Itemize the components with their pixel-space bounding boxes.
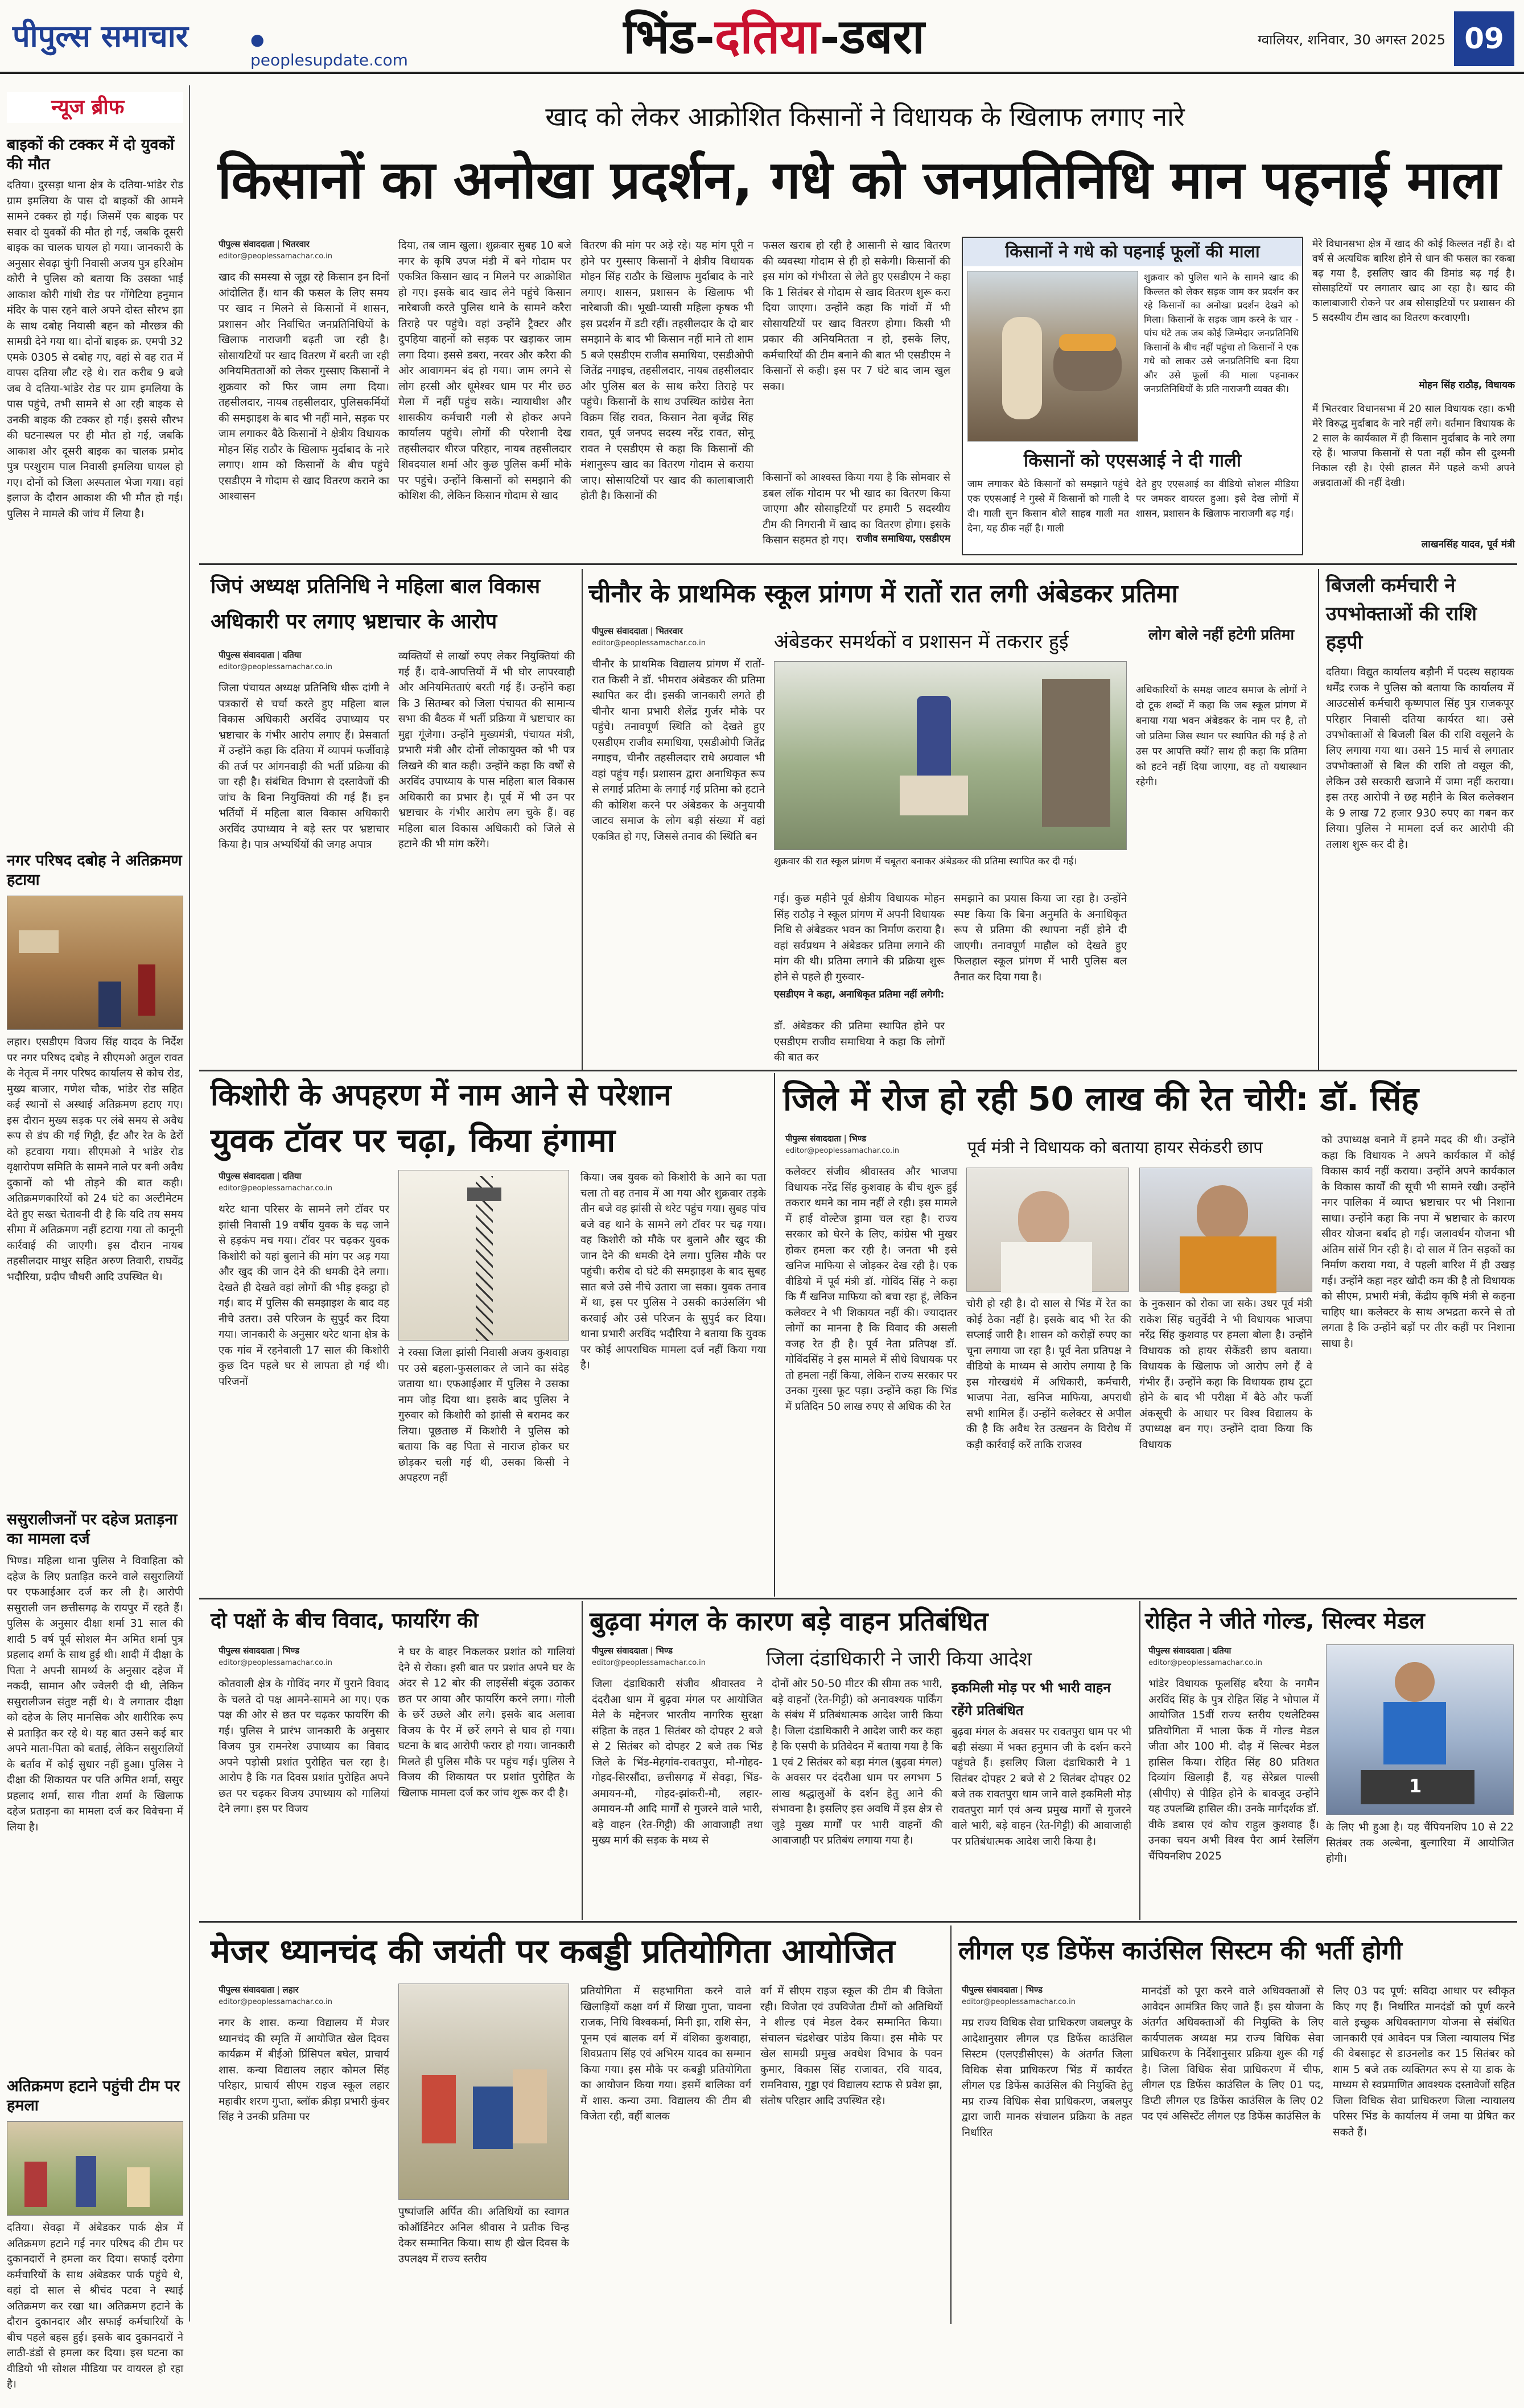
kabaddi-byline: पीपुल्स संवाददाता | लहार editor@peoplessamachar.co.in — [219, 1984, 389, 2012]
lead-photo-box — [962, 237, 1303, 555]
ambedkar-side-text: अधिकारियों के समक्ष जाटव समाज के लोगों ने दो टूक शब्दों में कहा कि जब स्कूल प्रांगण में बनाया गया भवन अंबेडकर के नाम पर है, तो जो प्रतिमा जिस स्थान पर स्थापित की गई है तो उस पर आपत्ति क्यों? साथ ही कहा कि प्रतिमा को हटने नहीं दिया जाएगा, वह तो यथास्थान रहेगी। — [1136, 685, 1307, 788]
kabaddi-col-2-tail: पुष्पांजलि अर्पित की। अतिथियों का स्वागत कोऑर्डिनेटर अनिल श्रीवास ने प्रतीक चिन्ह देकर सम्मानित किया। साथ ही खेल दिवस के उपलक्ष्य में राज्य स्तरीय — [398, 2206, 569, 2265]
ret-photo-1 — [966, 1168, 1129, 1292]
kabaddi-byline-place: लहार — [282, 1985, 299, 1995]
ambedkar-col2-subhead: एसडीएम ने कहा, अनाधिकृत प्रतिमा नहीं लगेगी: — [774, 989, 945, 1000]
ambedkar-col-2b: डॉ. अंबेडकर की प्रतिमा स्थापित होने पर एसडीएम राजीव समाधिया ने कहा कि लोगों की बात कर — [774, 1020, 945, 1063]
ambedkar-side-head: लोग बोले नहीं हटेगी प्रतिमा — [1148, 626, 1295, 644]
brief-2-photo — [7, 896, 183, 1030]
page-number: 09 — [1454, 11, 1514, 66]
divider-4 — [199, 1921, 1517, 1923]
divider-v-5 — [1139, 1601, 1140, 1920]
ret-col-3: के नुकसान को रोका जा सके। उधर पूर्व मंत्री राकेश सिंह चतुर्वेदी ने भी विधायक भाजपा नरेंद्र सिंह कुशवाह पर हमला बोला है। उन्होंने विधायक को हायर सेकेंडरी छाप बताया। विधायक के खिलाफ जो आरोप लगे हैं वे गंभीर हैं। उन्होंने कहा कि विधायक हाथ टूटा होने के बाद भी परीक्षा में बैठे और फर्जी अंकसूची के आधार पर विश्व विद्यालय के उपाध्यक्ष बन गए। उन्होंने दावा किया कि विधायक — [1139, 1298, 1312, 1451]
ambedkar-col-2: गई। कुछ महीने पूर्व क्षेत्रीय विधायक मोहन सिंह राठौड़ ने स्कूल प्रांगण में अपनी विधायक निधि से अंबेडकर भवन का निर्माण कराया है। वहां सर्वप्रथम ने अंबेडकर प्रतिमा लगाने की मांग की थी। प्रतिमा लगाने की प्रक्रिया शुरू होने से पहले ही गुरुवार- — [774, 893, 945, 983]
firing-headline: दो पक्षों के बीच विवाद, फायरिंग की — [211, 1609, 479, 1632]
legal-byline-email[interactable]: editor@peoplessamachar.co.in — [962, 1998, 1076, 2006]
side-quote-1-text: मेरे विधानसभा क्षेत्र में खाद की कोई किल्लत नहीं है। दो वर्ष से अत्यधिक बारिश होने से धान की फसल का रकबा बढ़ गया है, इसलिए खाद की डिमांड बढ़ गई है। सोसाइटियों पर लगातार खाद आ रहा है। खाद की कालाबाजारी रोकने पर अब सोसाइटियों पर प्रशासन की 5 सदस्यीय टीम खाद का वितरण करवाएगी। — [1312, 238, 1515, 324]
zila-byline-place: दतिया — [282, 650, 302, 660]
section-part-3: -डबरा — [819, 8, 925, 64]
lead-quote-by: राजीव समाधिया, एसडीएम — [856, 533, 950, 545]
kabaddi-col-4: वर्ग में सीएम राइज स्कूल की टीम बी विजेता रही। विजेता एवं उपविजेता टीमों को अतिथियों ने शील्ड एवं मेडल देकर सम्मानित किया। संचालन चंद्रशेखर पांडेय किया। इस मौके पर खेल सामग्री प्रमुख अवधेश विभाव के पवन कुमार, विकास सिंह राजावत, रवि यादव, रामनिवास, गुड्डा एवं विद्यालय स्टाफ से प्रवेश झा, संतोष परिहार आदि उपस्थित रहे। — [760, 1985, 942, 2107]
ret-byline-place: भिण्ड — [849, 1133, 867, 1144]
brief-4-text: दतिया। सेवढ़ा में अंबेडकर पार्क क्षेत्र में अतिक्रमण हटाने गई नगर परिषद की टीम पर दुकानदारों ने हमला कर दिया। सफाई दरोगा कर्मचारियों के साथ अंबेडकर पार्क पहुंचे थे, वहां दो साल से श्रीचंद पटवा ने स्थाई अतिक्रमण कर रखा था। अतिक्रमण हटाने के दौरान दुकानदार और सफाई कर्मचारियों के बीच पहले बहस हुई। इसके बाद दुकानदारों ने लाठी-डंडों से हमला कर दिया। इस घटना का वीडियो भी सोशल मीडिया पर वायरल हो रहा है। — [7, 2222, 183, 2390]
kishori-byline-email[interactable]: editor@peoplessamachar.co.in — [219, 1184, 332, 1193]
brief-2-headline: नगर परिषद दबोह ने अतिक्रमण हटाया — [7, 852, 182, 889]
ret-col-1: कलेक्टर संजीव श्रीवास्तव और भाजपा विधायक नरेंद्र सिंह कुशवाह के बीच शुरू हुई तकरार थमने का नाम नहीं ले रही। इस मामले में हाई वोल्टेज ड्रामा चल रहा है। राज्य सरकार को घेरने के लिए, कांग्रेस भी मुखर होकर हमला कर रही है। जनता भी इसे खनिज माफिया से जोड़कर देख रही है। एक वीडियो में पूर्व मंत्री डॉ. गोविंद सिंह ने कहा कि मैं खनिज माफिया को बचा रहा हूं, लेकिन कलेक्टर ने भी शिकायत नहीं की। ज्यादातर लोगों का मानना है कि विवाद की असली वजह रेत ही है। पूर्व नेता प्रतिपक्ष डॉ. गोविंदसिंह ने इस मामले में सीधे विधायक पर तो हमला नहीं किया, लेकिन राज्य सरकार पर उनका गुस्सा फूट पड़ा। उन्होंने कहा कि भिंड में प्रतिदिन 50 लाख रुपए से अधिक की रेत — [785, 1166, 957, 1413]
budhwa-subhead: जिला दंडाधिकारी ने जारी किया आदेश — [766, 1648, 1032, 1671]
brief-4-photo — [7, 2121, 183, 2216]
zila-byline-name: पीपुल्स संवाददाता — [219, 650, 274, 660]
legal-col-2: मानदंडों को पूरा करने वाले अधिवक्ताओं से आवेदन आमंत्रित किए जाते हैं। इस योजना के अंतर्गत अधिवक्ताओं की नियुक्ति के लिए कार्यपालक अध्यक्ष मप्र राज्य विधिक सेवा प्राधिकरण के निर्देशानुसार प्रक्रिया शुरू की गई है। जिला विधिक सेवा प्राधिकरण में चीफ, लीगल एड डिफेंस काउंसिल के लिए 01 पद, डिप्टी लीगल एड डिफेंस काउंसिल के लिए 02 पद एवं असिस्टेंट लीगल एड डिफेंस काउंसिल के — [1142, 1985, 1324, 2122]
news-brief-label: न्यूज ब्रीफ — [7, 92, 183, 123]
budhwa-byline-name: पीपुल्स संवाददाता — [592, 1646, 648, 1656]
ret-photo-2 — [1139, 1168, 1312, 1292]
brief-3-headline: ससुरालीजनों पर दहेज प्रताड़ना का मामला दर्ज — [7, 1511, 178, 1548]
rohit-byline-place: दतिया — [1212, 1646, 1231, 1656]
ret-byline: पीपुल्स संवाददाता | भिण्ड editor@peoplessamachar.co.in — [785, 1132, 956, 1161]
ret-byline-name: पीपुल्स संवाददाता — [785, 1133, 841, 1144]
site-url-text: peoplesupdate.com — [250, 51, 408, 69]
ambedkar-byline: पीपुल्स संवाददाता | भितरवार editor@peoplessamachar.co.in — [592, 625, 763, 653]
rohit-byline: पीपुल्स संवाददाता | दतिया editor@peoplessamachar.co.in — [1148, 1644, 1319, 1673]
lead-photo — [967, 271, 1138, 442]
zila-col-2: व्यक्तियों से लाखों रुपए लेकर नियुक्तियां की गई हैं। दावे-आपत्तियों में भी घोर लापरवाही और अनियमितताएं बरती गई हैं। उन्होंने कहा कि 3 सितम्बर को जिला पंचायत की सामान्य सभा की बैठक में भर्ती प्रक्रिया में भ्रष्टाचार का मुद्दा गूंजेगा। उन्होंने मुख्यमंत्री, पंचायत मंत्री, प्रभारी मंत्री और दोनों लोकायुक्त को भी पत्र लिखने की बात कही। उन्होंने कहा कि वर्षों से अरविंद उपाध्याय के पास महिला बाल विकास अधिकारी का प्रभार है। पूर्व में भी उन पर भ्रष्टाचार के गंभीर आरोप लग चुके हैं। वह महिला बाल विकास अधिकारी को जिले से हटाने की भी मांग करेंगे। — [398, 650, 575, 850]
legal-col-3: लिए 03 पद पूर्ण: सविदा आधार पर स्वीकृत किए गए हैं। निर्धारित मानदंडों को पूर्ण करने वाले इच्छुक अधिवक्तागण योजना से संबंधित जानकारी एवं आवेदन पत्र जिला न्यायालय भिंड की वेबसाइट से डाउनलोड कर 15 सितंबर को शाम 5 बजे तक व्यक्तिगत रूप से या डाक के माध्यम से स्वप्रमाणित आवश्यक दस्तावेजों सहित जिला विधिक सेवा प्राधिकरण जिला न्यायालय परिसर भिंड के कार्यालय में जमा या प्रेषित कर सकते हैं। — [1333, 1985, 1515, 2138]
section-title — [592, 3, 956, 69]
ambedkar-intro: चीनौर के प्राथमिक विद्यालय प्रांगण में रातों-रात किसी ने डॉ. भीमराव अंबेडकर की प्रतिमा स्थापित कर दी। इसकी जानकारी लगते ही चीनौर थाना प्रभारी शैलेंद्र गुर्जर मौके पर पहुंचे। तनावपूर्ण स्थिति को देखते हुए एसडीएम राजीव समाधिया, एसडीओपी जितेंद्र नगाइच, चीनौर तहसीलदार राधे अग्रवाल भी वहां पहुंच गईं। प्रशासन द्वारा अनाधिकृत रूप से लगाई प्रतिमा के लगाई गई प्रतिमा को हटाने की कोशिश करने पर अंबेडकर के अनुयायी जाटव समाज के लोग बड़ी संख्या में वहां एकत्रित हो गए, जिससे तनाव की स्थिति बन — [592, 658, 765, 843]
firing-col-2: ने घर के बाहर निकलकर प्रशांत को गालियां देने से रोका। इसी बात पर प्रशांत अपने घर के अंदर से 12 बोर की लाइसेंसी बंदूक उठाकर छत पर आया और फायरिंग करने लगा। गोली के छर्रे उछले और लगे। इसके बाद अलावा विजय के पैर में छर्रे लगने से घाव हो गया। घटना के बाद आरोपी फरार हो गया। जानकारी मिलते ही पुलिस मौके पर पहुंच गई। पुलिस ने विजय की शिकायत पर प्रशांत पुरोहित के खिलाफ मामला दर्ज कर जांच शुरू कर दी है। — [398, 1646, 575, 1799]
brief-2-text: लहार। एसडीएम विजय सिंह यादव के निर्देश पर नगर परिषद दबोह ने सीएमओ अतुल रावत के नेतृत्व में नगर परिषद कार्यालय से कोच रोड, मुख्य बाजार, गणेश चौक, भांडेर रोड सहित कई स्थानों से अस्थाई अतिक्रमण हटाए गए। इस दौरान मुख्य सड़क पर लंबे समय से अवैध रूप से डंप की गई गिट्टी, ईंट और रेत के ढेरों को हटवाया गया। सीएमओ ने भांडेर रोड वृक्षारोपण समिति के सामने नाले पर बनी अवैध दुकानों को भी तोड़ने की बात कही। अतिक्रमणकारियों को 24 घंटे का अल्टीमेटम देते हुए सख्त चेतावनी दी है कि यदि तय समय सीमा में अतिक्रमण नहीं हटाया गया तो कानूनी कार्रवाई की जाएगी। इस दौरान नायब तहसीलदार माथुर सहित अरुण तिवारी, राघवेंद्र भदौरिया, प्रदीप चौधरी आदि उपस्थित थे। — [7, 1036, 183, 1283]
site-url[interactable]: ● peoplesupdate.com — [250, 30, 408, 69]
zila-col-1: जिला पंचायत अध्यक्ष प्रतिनिधि धीरू दांगी ने पत्रकारों से चर्चा करते हुए महिला बाल विकास अधिकारी अरविंद उपाध्याय पर भ्रष्टाचार के गंभीर आरोप लगाए हैं। प्रेसवार्ता में उन्होंने कहा कि दतिया में व्यापमं फर्जीवाड़े की तर्ज पर आंगनवाड़ी की भर्ती प्रक्रिया की जा रही है। संबंधित विभाग से दस्तावेजों की जांच के बिना नियुक्तियां की गई हैं। इन भर्तियों में महिला बाल विकास अधिकारी अरविंद उपाध्याय ने बड़े स्तर पर भ्रष्टाचार किया है। पात्र अभ्यर्थियों की जगह अपात्र — [219, 682, 389, 851]
ambedkar-col-3: समझाने का प्रयास किया जा रहा है। उन्होंने स्पष्ट किया कि बिना अनुमति के अनाधिकृत रूप से प्रतिमा की स्थापना नहीं होने दी जाएगी। तनावपूर्ण माहौल को देखते हुए फिलहाल स्कूल प्रांगण में भारी पुलिस बल तैनात कर दिया गया है। — [954, 893, 1127, 983]
lead-col-1: खाद की समस्या से जूझ रहे किसान इन दिनों आंदोलित हैं। धान की फसल के लिए समय पर खाद न मिलने से किसानों में शासन, प्रशासन और निर्वाचित जनप्रतिनिधियों के खिलाफ नाराजगी बढ़ती जा रही है। सोसायटियों पर खाद वितरण में बरती जा रही अनियमितताओं को लेकर गुस्साए किसानों ने शुक्रवार को फिर जाम लगा दिया। तहसीलदार, नायब तहसीलदार, पुलिसकर्मियों की समझाइश के बाद भी नहीं माने, सड़क पर जाम लगाकर बैठे किसानों ने क्षेत्रीय विधायक मोहन सिंह राठौर के खिलाफ मुर्दाबाद के नारे लगाए। शाम को किसानों के बीच पहुंचे एसडीएम ने गोदाम से खाद वितरण कराने का आश्वासन — [219, 271, 389, 502]
firing-col-1: कोतवाली क्षेत्र के गोविंद नगर में पुराने विवाद के चलते दो पक्ष आमने-सामने आ गए। एक पक्ष की ओर से छत पर चढ़कर फायरिंग की गई। पुलिस ने प्रारंभ जानकारी के अनुसार विजय पुत्र रामनरेश उपाध्याय का विवाद अपने पड़ोसी प्रशांत पुरोहित चल रहा है। आरोप है कि गत दिवस प्रशांत पुरोहित अपने छत पर चढ़कर विजय उपाध्याय को गालियां देने लगा। इस पर विजय — [219, 1678, 389, 1815]
budhwa-headline: बुढ़वा मंगल के कारण बड़े वाहन प्रतिबंधित — [590, 1606, 988, 1636]
side-quote-2-by: लाखनसिंह यादव, पूर्व मंत्री — [1421, 539, 1515, 550]
kishori-headline-line-2: युवक टॉवर पर चढ़ा, किया हंगामा — [211, 1121, 616, 1160]
budhwa-col-2: दोनों ओर 50-50 मीटर की सीमा तक भारी, बड़े वाहनों (रेत-गिट्टी) को अनावश्यक पार्किंग के संबंध में प्रतिबंधात्मक आदेश जारी किया है। जिला दंडाधिकारी ने आदेश जारी कर कहा है कि एसपी के प्रतिवेदन में बताया गया है कि 1 एवं 2 सितंबर को बड़ा मंगल (बुढ़वा मंगल) के अवसर पर दंदरौआ धाम पर लगभग 5 लाख श्रद्धालुओं के दर्शन हेतु आने की संभावना है। इसलिए इस अवधि में इस क्षेत्र से जुड़े मुख्य मार्गों पर भारी वाहनों की आवाजाही पर प्रतिबंध लगाया गया है। — [772, 1678, 942, 1846]
divider-3 — [199, 1598, 1517, 1599]
lead-byline-place: भितरवार — [282, 239, 310, 249]
ret-subhead: पूर्व मंत्री ने विधायक को बताया हायर सेकंडरी छाप — [967, 1137, 1263, 1157]
lead-byline-name: पीपुल्स संवाददाता — [219, 239, 274, 249]
budhwa-byline-email[interactable]: editor@peoplessamachar.co.in — [592, 1659, 706, 1667]
zila-headline-line-2: अधिकारी पर लगाए भ्रष्टाचार के आरोप — [211, 610, 497, 633]
news-brief-column — [7, 85, 190, 2390]
zila-headline-line-1: जिपं अध्यक्ष प्रतिनिधि ने महिला बाल विकास — [211, 575, 541, 598]
kabaddi-byline-name: पीपुल्स संवाददाता — [219, 1985, 274, 1995]
budhwa-byline: पीपुल्स संवाददाता | भिण्ड editor@peoplessamachar.co.in — [592, 1644, 763, 1673]
ret-byline-email[interactable]: editor@peoplessamachar.co.in — [785, 1147, 899, 1155]
divider-v-4 — [582, 1601, 583, 1920]
ambedkar-byline-email[interactable]: editor@peoplessamachar.co.in — [592, 639, 706, 648]
divider-v-3 — [774, 1073, 775, 1597]
lead-byline: पीपुल्स संवाददाता | भितरवार editor@peoplessamachar.co.in — [219, 238, 389, 266]
kabaddi-headline: मेजर ध्यानचंद की जयंती पर कबड्डी प्रतियोगिता आयोजित — [211, 1932, 895, 1970]
kabaddi-col-1: नगर के शास. कन्या विद्यालय में मेजर ध्यानचंद की स्मृति में आयोजित खेल दिवस कार्यक्रम में बीईओ प्रिंसिपल बघेल, प्राचार्य शास. कन्या विद्यालय लहार कोमल सिंह परिहार, प्राचार्य सीएम राइज स्कूल लहार महावीर शरण गुप्ता, ब्लॉक क्रीड़ा प्रभारी कुंवर सिंह ने उनकी प्रतिमा पर — [219, 2017, 389, 2123]
kabaddi-byline-email[interactable]: editor@peoplessamachar.co.in — [219, 1998, 332, 2006]
rohit-byline-name: पीपुल्स संवाददाता — [1148, 1646, 1204, 1656]
masthead — [0, 0, 1524, 74]
legal-byline-place: भिण्ड — [1025, 1985, 1043, 1995]
section-part-2: दतिया — [715, 8, 820, 64]
brief-1-headline: बाइकों की टक्कर में दो युवकों की मौत — [7, 136, 175, 173]
lead-subtext-a: जाम लगाकर बैठे किसानों को समझाने पहुंचे एक एएसआई ने गुस्से में किसानों को गाली दे दी। गाली सुन किसान बोले साहब गाली मत देना, यह ठीक नहीं है। गाली — [967, 479, 1129, 534]
firing-byline-place: भिण्ड — [282, 1646, 300, 1656]
divider-2 — [199, 1070, 1517, 1071]
brief-4-headline: अतिक्रमण हटाने पहुंची टीम पर हमला — [7, 2077, 180, 2114]
budhwa-col-1: जिला दंडाधिकारी संजीव श्रीवास्तव ने दंदरौआ धाम में बुढ़वा मंगल पर आयोजित मेले के मद्देनजर भारतीय नागरिक सुरक्षा संहिता के तहत 1 सितंबर को दोपहर 2 बजे से 2 सितंबर को दोपहर 2 बजे तक भिंड जिले के भिंड-मेहगांव-रावतपुरा, मौ-गोहद-गोहद-सिरसौंदा, छत्तीसगढ़ में सेवढ़ा, भिंड-अमायन-मौ, गोहद-झांकरी-मौ, लहार-अमायन-मौ आदि मार्गों से गुजरने वाले भारी, बड़े वाहन (रेत-गिट्टी) की आवाजाही तथा मुख्य मार्ग की सड़क के मध्य से — [592, 1678, 763, 1846]
lead-side-quotes — [1312, 237, 1517, 555]
ambedkar-photo-caption: शुक्रवार की रात स्कूल प्रांगण में चबूतरा बनाकर अंबेडकर की प्रतिमा स्थापित कर दी गई। — [774, 856, 1077, 867]
ambedkar-headline: चीनौर के प्राथमिक स्कूल प्रांगण में रातों रात लगी अंबेडकर प्रतिमा — [588, 579, 1178, 608]
lead-byline-email[interactable]: editor@peoplessamachar.co.in — [219, 252, 332, 261]
rohit-photo: 1 — [1326, 1644, 1514, 1815]
ambedkar-photo-label: अंबेडकर समर्थकों व प्रशासन में तकरार हुई — [774, 630, 1069, 653]
brief-3-text: भिण्ड। महिला थाना पुलिस ने विवाहिता को दहेज के लिए प्रताड़ित करने वाले ससुरालियों पर एफआईआर दर्ज कर ली है। आरोपी ससुराली जन छत्तीसगढ़ के रायपुर में रहते हैं। पुलिस के अनुसार दीक्षा शर्मा 31 साल की शादी 5 वर्ष पूर्व सोशल मैन अमित शर्मा पुत्र प्रहलाद शर्मा के साथ हुई थी। शादी में दीक्षा के पिता ने अपनी सामर्थ्य के अनुसार दहेज में नकदी, सामान और ज्वेलरी दी थी, लेकिन ससुरालीजन संतुष्ट नहीं थे। वे लगातार दीक्षा को दहेज के लिए मानसिक और शारीरिक रूप से प्रताड़ित कर रहे थे। यह बात उसने कई बार अपने माता-पिता को बताई, लेकिन ससुरालियों के बर्ताव में कोई सुधार नहीं हुआ। पुलिस ने दीक्षा की शिकायत पर पति अमित शर्मा, ससुर प्रहलाद शर्मा, सास गीता शर्मा के खिलाफ दहेज प्रताड़ना का मामला दर्ज कर विवेचना में लिया है। — [7, 1555, 183, 1833]
brand-logo: पीपुल्स समाचार — [13, 18, 188, 54]
legal-byline-name: पीपुल्स संवाददाता — [962, 1985, 1018, 1995]
legal-col-1: मप्र राज्य विधिक सेवा प्राधिकरण जबलपुर के आदेशानुसार लीगल एड डिफेंस काउंसिल सिस्टम (एलएडीसीएस) के अंतर्गत जिला विधिक सेवा प्राधिकरण भिंड में कार्यरत लीगल एड डिफेंस काउंसिल की नियुक्ति हेतु मप्र राज्य विधिक सेवा प्राधिकरण, जबलपुर द्वारा जारी मानक संचालन प्रक्रिया के तहत निर्धारित — [962, 2017, 1132, 2139]
zila-byline-email[interactable]: editor@peoplessamachar.co.in — [219, 663, 332, 671]
lead-col-4: फसल खराब हो रही है आसानी से खाद वितरण की व्यवस्था गोदाम से ही हो सकेगी। किसानों की इस मांग को गंभीरता से लेते हुए एसडीएम ने कहा कि 1 सितंबर से गोदाम से खाद वितरण शुरू करा दिया जाएगा। उन्होंने कहा कि गांवों में भी सोसायटियों पर खाद वितरण होगा। किसी भी प्रकार की अनियमितता न हो, इसके लिए, कर्मचारियों की टीम बनाने की बात भी एसडीएम ने किसानों से कही। इस पर 7 घंटे बाद जाम खुल सका। — [763, 240, 950, 393]
kishori-byline: पीपुल्स संवाददाता | दतिया editor@peoplessamachar.co.in — [219, 1170, 389, 1198]
lead-kicker: खाद को लेकर आक्रोशित किसानों ने विधायक के खिलाफ लगाए नारे — [545, 101, 1185, 132]
divider-v-6 — [950, 1925, 952, 2324]
kishori-col-3: किया। जब युवक को किशोरी के आने का पता चला तो वह तनाव में आ गया और शुक्रवार तड़के तीन बजे वह झांसी से थरेट पहुंच गया। सुबह पांच बजे वह थाने के सामने लगे टॉवर पर चढ़ गया। वह किशोरी को मौके पर बुलाने और खुद की जान देने की धमकी देने लगा। पुलिस मौके पर पहुंची। करीब दो घंटे की समझाइश के बाद सुबह सात बजे उसे नीचे उतारा जा सका। युवक तनाव में था, इस पर पुलिस ने उसकी काउंसलिंग भी करवाई और उसे परिजन के सुपुर्द कर दिया। थाना प्रभारी अरविंद भदौरिया ने बताया कि युवक पर कोई आपराधिक मामला दर्ज नहीं किया गया है। — [580, 1172, 766, 1371]
dateline: ग्वालियर, शनिवार, 30 अगस्त 2025 — [1257, 32, 1445, 48]
lead-photo-caption: शुक्रवार को पुलिस थाने के सामने खाद की किल्लत को लेकर सड़क जाम कर प्रदर्शन कर रहे किसानों का अनोखा प्रदर्शन देखने को मिला। किसानों के सड़क जाम करने के चार - पांच घंटे तक जब कोई जिम्मेदार जनप्रतिनिधि किसानों के बीच नहीं पहुंचा तो किसानों ने एक गधे को लाकर उसे जनप्रतिनिधि बना दिया और उसे फूलों की माला पहनाकर जनप्रतिनिधियों के प्रति नाराजगी व्यक्त की। — [1144, 272, 1299, 394]
rohit-col-2: के लिए भी हुआ है। यह चैंपियनशिप 10 से 22 सितंबर तक अल्बेना, बुल्गारिया में आयोजित होगी। — [1326, 1821, 1514, 1865]
bijli-text: दतिया। विद्युत कार्यालय बड़ौनी में पदस्थ सहायक धर्मेंद्र रजक ने पुलिस को बताया कि कार्यालय में आउटसोर्स कर्मचारी कृष्णपाल सिंह पुत्र राजकपूर परिहार निवासी दतिया कार्यरत था। उसे उपभोक्ताओं से बिजली बिल की राशि वसूलने के लिए लगाया गया था। उसने 15 मार्च से लगातार उपभोक्ताओं से बिल की राशि तो वसूल की, लेकिन उसे सरकारी खजाने में जमा नहीं कराया। इस तरह आरोपी ने छह महीने के बिल कलेक्शन के 9 लाख 72 हजार 930 रुपए का गबन कर लिया। पुलिस ने मामला दर्ज कर आरोपी की तलाश शुरू कर दी है। — [1326, 666, 1514, 851]
legal-byline: पीपुल्स संवाददाता | भिण्ड editor@peoplessamachar.co.in — [962, 1984, 1132, 2012]
lead-col-3: वितरण की मांग पर अड़े रहे। यह मांग पूरी न होने पर गुस्साए किसानों ने क्षेत्रीय विधायक मोहन सिंह राठौर के खिलाफ मुर्दाबाद के नारे लगाए। शासन, प्रशासन के खिलाफ भी नारेबाजी की। भूखी-प्यासी महिला कृषक भी इस प्रदर्शन में डटी रहीं। तहसीलदार के दो बार समझाने के बाद भी किसान नहीं माने तो शाम 5 बजे एसडीएम राजीव समाधिया, एसडीओपी जितेंद्र नगाइच, तहसीलदार, नायब तहसीलदार और पुलिस बल के साथ करैरा तिराहे पर पहुंचे। किसानों के साथ उपस्थित कांग्रेस नेता विक्रम सिंह रावत, किसान नेता बृजेंद्र सिंह रावत, पूर्व जनपद सदस्य नरेंद्र रावत, सोनू रावत ने एसडीएम से कहा कि किसानों की मंशानुरूप खाद का वितरण गोदाम से कराया जाए। सोसायटियों पर खाद की कालाबाजारी होती है। किसानों की — [580, 240, 753, 502]
kishori-col-1: थरेट थाना परिसर के सामने लगे टॉवर पर झांसी निवासी 19 वर्षीय युवक के चढ़ जाने से हड़कंप मच गया। टॉवर पर चढ़कर युवक किशोरी को यहां बुलाने की मांग पर अड़ गया और खुद की जान देने की धमकी देने लगा। देखते ही देखते वहां लोगों की भीड़ इकट्ठा हो गई। बाद में पुलिस की समझाइश के बाद वह नीचे उतरा। उसे परिजन के सुपुर्द कर दिया गया। जानकारी के अनुसार थरेट थाना क्षेत्र के एक गांव में रहनेवाली 17 साल की किशोरी कुछ दिन पहले घर से लापता हो गई थी। परिजनों — [219, 1203, 389, 1388]
kishori-tower-photo — [398, 1170, 569, 1341]
lead-subtext-b: देते हुए एएसआई का वीडियो सोशल मीडिया पर जमकर वायरल हुआ। इसे देख लोगों में शासन, प्रशासन के खिलाफ नाराजगी बढ़ गई। — [1136, 479, 1299, 519]
ret-headline: जिले में रोज हो रही 50 लाख की रेत चोरी: डॉ. सिंह — [783, 1079, 1419, 1118]
side-quote-2-text: मैं भितरवार विधानसभा में 20 साल विधायक रहा। कभी मेरे विरुद्ध मुर्दाबाद के नारे नहीं लगे। वर्तमान विधायक के 2 साल के कार्यकाल में ही किसान मुर्दाबाद के नारे लगा रहे हैं। भाजपा किसानों से पता नहीं कौन सी दुश्मनी निकाल रही है। ऐसी हालत मैंने पहले कभी अपने अन्नदाताओं की नहीं देखी। — [1312, 403, 1515, 489]
kishori-col-2-tail: ने रक्सा जिला झांसी निवासी अजय कुशवाहा पर उसे बहला-फुसलाकर ले जाने का संदेह जताया था। एफआईआर में पुलिस ने उसका नाम जोड़ दिया था। इसके बाद पुलिस ने गुरुवार को किशोरी को झांसी से बरामद कर लिया। पूछताछ में किशोरी ने पुलिस को बताया कि वह पिता से नाराज होकर घर छोड़कर चली गई थी, उसका किसी ने अपहरण नहीं — [398, 1347, 569, 1484]
kishori-byline-place: दतिया — [282, 1171, 302, 1181]
budhwa-side-head: इकमिली मोड़ पर भी भारी वाहन रहेंगे प्रतिबंधित — [952, 1680, 1111, 1718]
divider-v-2 — [1318, 569, 1319, 1070]
legal-headline: लीगल एड डिफेंस काउंसिल सिस्टम की भर्ती होगी — [958, 1936, 1403, 1965]
kishori-headline — [211, 1073, 780, 1164]
brief-1-text: दतिया। दुरसड़ा थाना क्षेत्र के दतिया-भांडेर रोड ग्राम इमलिया के पास दो बाइकों की आमने सामने टक्कर हो गई। जिसमें एक बाइक पर सवार दो युवकों की मौत हो गई, जबकि दूसरी बाइक का चालक घायल हो गया। जानकारी के अनुसार सेवढ़ा चुंगी निवासी अजय पुत्र हरिओम कोरी ने पुलिस को बताया कि उसका भाई आकाश कोरी गांधी रोड पर गोंगेटिया हनुमान मंदिर के पास रहने वाले अपने दोस्त सौरभ झा के साथ दबोह नियासी बहन को मौरछत्र की सामग्री देने गया था। दोनों बाइक क्र. एमपी 32 एमके 0305 से दबोह गए, वहां से वह रात में वापस दतिया लौट रहे थे। रात करीब 9 बजे जब वे दतिया-भांडेर रोड पर ग्राम इमलिया के पास पहुंचे, तभी सामने से आ रही बाइक से उनकी बाइक की टक्कर हो गई। इससे सौरभ की घटनास्थल पर ही मौत हो गई, जबकि आकाश और दूसरी बाइक का चालक प्रमोद पुत्र परशुराम पाल निवासी इमलिया घायल हो गए। दोनों को जिला अस्पताल भेजा गया। वहां इलाज के दौरान आकाश की भी मौत हो गई। पुलिस ने मामले की जांच में लिया है। — [7, 179, 183, 520]
lead-subhead: किसानों को एएसआई ने दी गाली — [1023, 450, 1242, 471]
lead-col-2: दिया, तब जाम खुला। शुक्रवार सुबह 10 बजे नगर के कृषि उपज मंडी में बने गोदाम पर एकत्रित किसान खाद न मिलने पर आक्रोशित हो गए। इसके बाद खाद लेने पहुंचे किसान नारेबाजी करते पुलिस थाने के सामने करैरा तिराहे पर पहुंचे। वहां उन्होंने ट्रैक्टर और दुपहिया वाहनों को सड़क पर खड़ाकर जाम लगा दिया। इससे डबरा, नरवर और करैरा की ओर आवागमन बंद हो गया। जाम लगने से लोग हरसी और धूमेश्वर धाम पर मीर छठ मेला में नहीं पहुंच सके। न्यायाधीश और शासकीय कर्मचारी गली से होकर अपने कार्यालय पहुंचे। लोगों की परेशानी देख तहसीलदार धीरज परिहार, नायब तहसीलदार शिवदयाल शर्मा और कुछ पुलिस कर्मी मौके पर पहुंचे। उन्होंने किसानों को समझाने की कोशिश की, लेकिन किसान गोदाम से खाद — [398, 240, 571, 502]
bijli-headline: बिजली कर्मचारी ने उपभोक्ताओं की राशि हड़पी — [1326, 574, 1477, 654]
section-part-1: भिंड- — [623, 8, 715, 64]
ambedkar-byline-name: पीपुल्स संवाददाता — [592, 626, 648, 636]
firing-byline-email[interactable]: editor@peoplessamachar.co.in — [219, 1659, 332, 1667]
divider-v-1 — [582, 569, 583, 1070]
rohit-col-1: भांडेर विधायक फूलसिंह बरैया के नगमैन अरविंद सिंह के पुत्र रोहित सिंह ने भोपाल में आयोजित 15वीं राज्य स्तरीय एथलेटिक्स प्रतियोगिता में भाला फेंक में गोल्ड मेडल जीता और 100 मी. दौड़ में सिल्वर मेडल हासिल किया। रोहित सिंह 80 प्रतिशत दिव्यांग खिलाड़ी हैं, यह सेरेब्रल पाल्सी (सीपीए) से पीड़ित होने के बावजूद उन्होंने यह उपलब्धि हासिल की। उनके मार्गदर्शक डॉ. वीके डबास एवं कोच राहुल कुशवाह हैं। उनका चयन अभी विश्व पैरा आर्म रेसलिंग चैंपियनशिप 2025 — [1148, 1678, 1319, 1862]
side-quote-1-by: मोहन सिंह राठौड़, विधायक — [1419, 380, 1515, 391]
firing-byline-name: पीपुल्स संवाददाता — [219, 1646, 274, 1656]
ambedkar-photo — [774, 661, 1127, 850]
lead-col-4-tail: किसानों को आश्वस्त किया गया है कि सोमवार से डबल लॉक गोदाम पर भी खाद का वितरण किया जाएगा और सोसाइटियों पर हमारी 5 सदस्यीय टीम की निगरानी में खाद का वितरण होगा। इसके किसान सहमत हो गए। — [763, 472, 950, 546]
zila-headline — [211, 569, 575, 643]
ret-col-4: को उपाध्यक्ष बनाने में हमने मदद की थी। उन्होंने कहा कि विधायक ने अपने कार्यकाल में कोई विकास कार्य नहीं कराया। उन्होंने अपने कार्यकाल के विकास कार्यों की सूची भी सामने रखी। उन्होंने नगर पालिका में व्याप्त भ्रष्टाचार पर भी निशाना साधा। उन्होंने कहा कि नपा में भ्रष्टाचार के कारण सीवर योजना बर्बाद हो गई। जलावर्धन योजना भी अंतिम सांसें गिन रही है। दो साल में तिन सड़कों का निर्माण कराया गया, वे पहली बारिश में ही उखड़ गई। उन्होंने कहा नहर खोदी कम की है तो विधायक को सीएम, प्रभारी मंत्री, केंद्रीय कृषि मंत्री से कहना चाहिए था। कलेक्टर के साथ अभद्रता करने से तो लगता है कि उन्होंने बड़ों पर तीर कहीं पर निशाना साधा है। — [1321, 1134, 1515, 1350]
rohit-byline-email[interactable]: editor@peoplessamachar.co.in — [1148, 1659, 1262, 1667]
kishori-byline-name: पीपुल्स संवाददाता — [219, 1171, 274, 1181]
lead-headline: किसानों का अनोखा प्रदर्शन, गधे को जनप्रतिनिधि मान पहनाई माला — [217, 150, 1501, 211]
lead-photo-label: किसानों ने गधे को पहनाई फूलों की माला — [963, 238, 1302, 266]
rohit-headline: रोहित ने जीते गोल्ड, सिल्वर मेडल — [1145, 1608, 1425, 1634]
kabaddi-photo — [398, 1984, 569, 2200]
firing-byline: पीपुल्स संवाददाता | भिण्ड editor@peoplessamachar.co.in — [219, 1644, 389, 1673]
kishori-headline-line-1: किशोरी के अपहरण में नाम आने से परेशान — [211, 1078, 672, 1112]
budhwa-side-text: बुढ़वा मंगल के अवसर पर रावतपुरा धाम पर भी बड़ी संख्या में भक्त हनुमान जी के दर्शन करने पहुंचते हैं। इसलिए जिला दंडाधिकारी ने 1 सितंबर दोपहर 2 बजे से 2 सितंबर दोपहर 02 बजे तक रावतपुरा धाम जाने वाले इकमिली मोड़ रावतपुरा मार्ग एवं अन्य प्रमुख मार्गों से गुजरने वाले भारी, बड़े वाहन (रेत-गिट्टी) की आवाजाही पर प्रतिबंधात्मक आदेश जारी किया है। — [952, 1726, 1131, 1848]
zila-byline: पीपुल्स संवाददाता | दतिया editor@peoplessamachar.co.in — [219, 649, 389, 677]
ambedkar-byline-place: भितरवार — [656, 626, 683, 636]
kabaddi-col-3: प्रतियोगिता में सहभागिता करने वाले खिलाड़ियों कक्षा वर्ग में शिखा गुप्ता, चावना राजक, निधि विश्वकर्मा, मिनी झा, राशि सेन, पूनम एवं बालक वर्ग में वंशिका कुशवाहा, शिवप्रताप सिंह एवं अभिरम यादव का सम्मान किया गया। इस मौके पर कबड्डी प्रतियोगिता का आयोजन किया गया। इसमें बालिका वर्ग में शास. कन्या उमा. विद्यालय की टीम बी विजेता रही, वहीं बालक — [580, 1985, 751, 2122]
budhwa-byline-place: भिण्ड — [656, 1646, 673, 1656]
divider-1 — [199, 563, 1517, 565]
ret-col-2: चोरी हो रही है। दो साल से भिंड में रेत का कोई ठेका नहीं है। इसके बाद भी रेत की सप्लाई जारी है। शासन को करोड़ों रुपए का चूना लगाया जा रहा है। पूर्व नेता प्रतिपक्ष ने वीडियो के माध्यम से आरोप लगाया है कि इस गोरखधंधे में अधिकारी, कर्मचारी, भाजपा नेता, खनिज माफिया, अपराधी सभी शामिल हैं। उन्होंने कलेक्टर से अपील की है कि अवैध रेत उत्खनन के विरोध में कड़ी कार्रवाई करें ताकि राजस्व — [966, 1298, 1131, 1451]
